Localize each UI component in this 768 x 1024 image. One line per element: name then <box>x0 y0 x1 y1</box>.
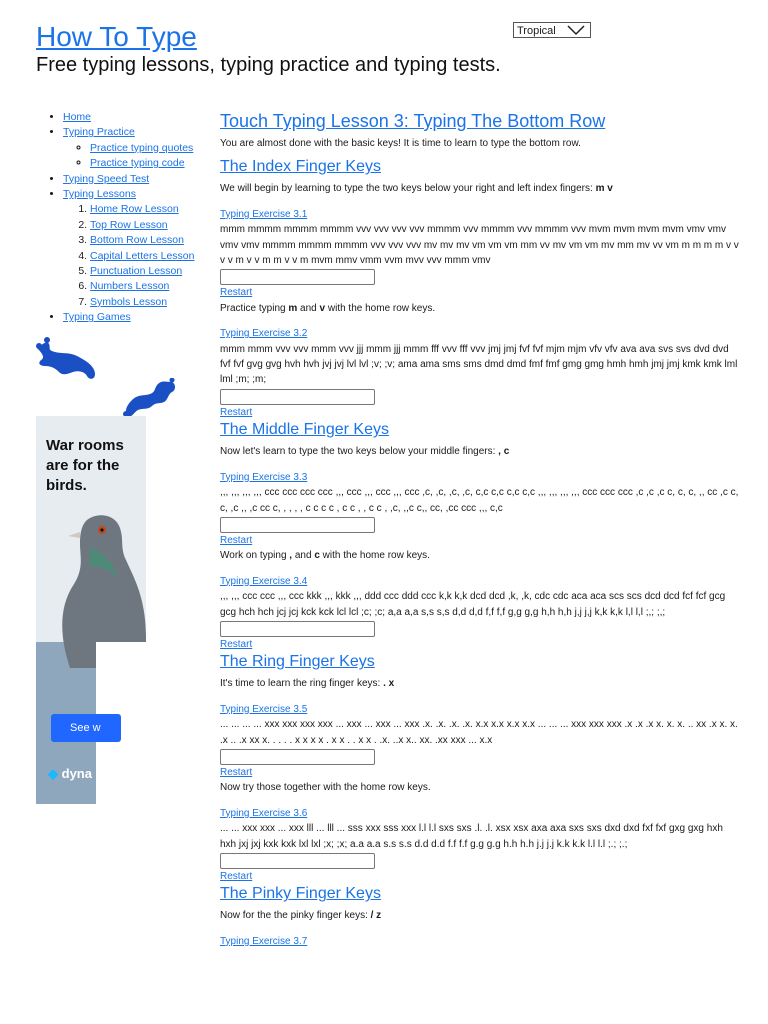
section-heading-link[interactable]: The Middle Finger Keys <box>220 421 389 439</box>
ad-brand-text: dyna <box>61 766 92 781</box>
section-heading-link[interactable]: The Index Finger Keys <box>220 158 381 176</box>
note-text: Work on typing <box>220 550 290 562</box>
nav-item-lesson <box>90 264 206 279</box>
nav-link-punctuation-lesson[interactable]: Punctuation Lesson <box>90 265 183 278</box>
exercise-input[interactable] <box>220 853 375 869</box>
restart-link[interactable]: Restart <box>220 638 253 650</box>
site-title-link[interactable]: How To Type <box>36 21 197 52</box>
lesson-title[interactable] <box>220 110 740 132</box>
exercise-text: mmm mmm vvv vvv mmm vvv jjj mmm jjj mmm fff vvv fff vvv jmj jmj fvf fvf mjm mjm vfv vfv ava ava svs svs dvd dvd fvf fvf gvg gvg hvh hvh jvj jvj lvl lvl ;v; ;v; ama ama sms sms dmd dmd fmf fmf gmg gmg hmh hmh jmj jmj kmk kmk lml lml ;m; ;m; <box>220 343 738 386</box>
lesson-title-link[interactable]: Touch Typing Lesson 3: Typing The Bottom Row <box>220 111 606 131</box>
exercise-input[interactable] <box>220 269 375 285</box>
section-heading[interactable] <box>220 157 740 177</box>
sidebar-nav <box>36 110 206 326</box>
exercise-text: mmm mmmm mmmm mmmm vvv vvv vvv vvv mmmm vvv mmmm vvv mmmm vvv mvm mvm mvm mvm vmv vmv vmv vmv mmmm mmmm mmmm vvv vvv vvv mv mv mv vm vm vm mm vv mv vm vm mv mm mv vv vm m m m m v v v v m v v m m v v m mvm mmv vmm vvm mvv vvv mmm vmv <box>220 224 739 267</box>
section-keys: m v <box>595 183 613 195</box>
theme-select-value: Tropical <box>517 25 556 37</box>
nav-item-lesson <box>90 202 206 217</box>
exercise-title-link[interactable]: Typing Exercise 3.7 <box>220 935 308 947</box>
section-description <box>220 444 740 459</box>
section-heading-link[interactable]: The Ring Finger Keys <box>220 653 375 671</box>
nav-link-lessons[interactable]: Typing Lessons <box>63 188 136 201</box>
nav-link-numbers-lesson[interactable]: Numbers Lesson <box>90 280 170 293</box>
exercise-text: ... ... xxx xxx ... xxx lll ... lll ... sss xxx sss xxx l.l l.l sxs sxs .l. .l. xsx xsx axa axa sxs sxs dxd dxd fxf fxf gxg gxg hxh hxh jxj jxj kxk kxk lxl lxl ;x; ;x; a.a a.a s.s s.s d.d d.d f.f f.f g.g g.g h.h h.h j.j j.j k.k k.k l.l l.l ;.; ;.; <box>220 823 723 850</box>
section-keys: , c <box>498 446 510 458</box>
section-heading[interactable] <box>220 420 740 440</box>
nav-item-lessons <box>63 187 206 310</box>
ad-brand <box>48 766 92 782</box>
section-heading[interactable] <box>220 652 740 672</box>
theme-select[interactable] <box>513 22 591 38</box>
chevron-down-icon <box>566 25 586 36</box>
exercise-title-link[interactable]: Typing Exercise 3.2 <box>220 328 308 340</box>
nav-link-symbols-lesson[interactable]: Symbols Lesson <box>90 295 168 308</box>
site-title[interactable] <box>36 20 197 54</box>
section-description <box>220 181 740 196</box>
exercise-title-link[interactable]: Typing Exercise 3.4 <box>220 575 308 587</box>
nav-item-practice-quotes <box>90 141 206 156</box>
note-key: c <box>314 550 320 562</box>
section-keys: / z <box>370 910 382 922</box>
gecko-logo-icon <box>33 336 99 382</box>
exercise-note <box>220 301 740 316</box>
section-description-text: Now let's learn to type the two keys below your middle fingers: <box>220 446 499 458</box>
exercise-title-link[interactable]: Typing Exercise 3.5 <box>220 703 308 715</box>
note-text: and <box>297 302 320 314</box>
section-description-text: We will begin by learning to type the two keys below your right and left index fingers: <box>220 183 596 195</box>
exercise-note: Now try those together with the home row keys. <box>220 782 431 794</box>
exercise-input[interactable] <box>220 749 375 765</box>
exercise-title-link[interactable]: Typing Exercise 3.1 <box>220 208 308 220</box>
note-text: and <box>292 550 315 562</box>
section-description <box>220 908 740 923</box>
exercise-input[interactable] <box>220 621 375 637</box>
nav-item-games <box>63 310 206 325</box>
nav-item-home <box>63 110 206 125</box>
nav-item-lesson <box>90 295 206 310</box>
nav-item-lesson <box>90 249 206 264</box>
section-description-text: It's time to learn the ring finger keys: <box>220 678 384 690</box>
restart-link[interactable]: Restart <box>220 766 253 778</box>
nav-link-home-row-lesson[interactable]: Home Row Lesson <box>90 203 179 216</box>
exercise-input[interactable] <box>220 517 375 533</box>
section-keys: . x <box>383 678 395 690</box>
nav-item-lesson <box>90 218 206 233</box>
nav-item-practice-code <box>90 156 206 171</box>
ad-headline: War rooms are for the birds. <box>46 437 124 494</box>
nav-link-home[interactable]: Home <box>63 111 92 123</box>
nav-link-typing-practice[interactable]: Typing Practice <box>63 126 135 139</box>
note-text: Practice typing <box>220 302 289 314</box>
gecko-logo-icon <box>122 378 176 418</box>
exercise-input[interactable] <box>220 389 375 405</box>
exercise-text: ... ... ... ... xxx xxx xxx xxx ... xxx ... xxx ... xxx .x. .x. .x. .x. x.x x.x x.x x.x ... ... ... xxx xxx xxx .x .x .x x. x. x. .. xx .x x. x. .x .. .x xx x. . . . . x x x x . x x . . x x . .x. ..x x.. xx. .xx xxx ... x.x <box>220 719 738 746</box>
lesson-content <box>220 106 740 949</box>
nav-item-typing-practice <box>63 125 206 171</box>
restart-link[interactable]: Restart <box>220 871 253 882</box>
restart-link[interactable]: Restart <box>220 534 253 546</box>
note-key: , <box>289 550 293 562</box>
nav-item-speed-test <box>63 172 206 187</box>
nav-item-lesson <box>90 233 206 248</box>
section-description <box>220 676 740 691</box>
nav-link-bottom-row-lesson[interactable]: Bottom Row Lesson <box>90 234 184 247</box>
nav-link-capital-letters-lesson[interactable]: Capital Letters Lesson <box>90 249 195 262</box>
nav-link-practice-code[interactable]: Practice typing code <box>90 157 185 170</box>
section-heading[interactable] <box>220 884 740 904</box>
lesson-intro: You are almost done with the basic keys! It is time to learn to type the bottom row. <box>220 138 581 149</box>
site-subtitle: Free typing lessons, typing practice and typing tests. <box>36 54 501 76</box>
ad-see-button[interactable]: See w <box>51 714 121 742</box>
exercise-note <box>220 548 740 563</box>
exercise-text: ,,, ,,, ,,, ,,, ccc ccc ccc ccc ,,, ccc ,,, ccc ,,, ccc ,c, ,c, ,c, ,c, c,c c,c c,c c,c ,,, ,,, ,,, ,,, ccc ccc ccc ,c ,c ,c c, c, c, ,, cc ,c c, c, ,c ,, ,c cc c, , , , , c c c c , c c , , c c , ,c, ,,c c,, cc, ,cc ccc ,,, c,c <box>220 487 739 514</box>
restart-link[interactable]: Restart <box>220 287 253 299</box>
exercise-title-link[interactable]: Typing Exercise 3.6 <box>220 807 308 819</box>
brand-cube-icon: ◆ <box>48 766 58 781</box>
exercise-text: ,,, ,,, ccc ccc ,,, ccc kkk ,,, kkk ,,, ddd ccc ddd ccc k,k k,k dcd dcd ,k, ,k, cdc cdc aca aca scs scs dcd dcd fcf fcf gcg gcg hch hch jcj jcj kck kck lcl lcl ;c; ;c; a,a a,a s,s s,s d,d d,d f,f f,f g,g g,g h,h h,h j,j j,j k,k k,k l,l l,l ;,; ;,; <box>220 591 726 618</box>
nav-item-lesson <box>90 279 206 294</box>
advertisement[interactable] <box>36 416 146 804</box>
note-key: v <box>319 302 326 314</box>
restart-link[interactable]: Restart <box>220 406 253 418</box>
exercise-title-link[interactable]: Typing Exercise 3.3 <box>220 471 308 483</box>
note-text: with the home row keys. <box>319 550 430 562</box>
nav-link-top-row-lesson[interactable]: Top Row Lesson <box>90 218 168 231</box>
nav-link-speed-test[interactable]: Typing Speed Test <box>63 172 150 185</box>
section-heading-link[interactable]: The Pinky Finger Keys <box>220 885 381 903</box>
nav-link-games[interactable]: Typing Games <box>63 311 131 324</box>
section-description-text: Now for the the pinky finger keys: <box>220 910 371 922</box>
nav-link-practice-quotes[interactable]: Practice typing quotes <box>90 141 194 154</box>
note-key: m <box>288 302 298 314</box>
note-text: with the home row keys. <box>325 302 436 314</box>
